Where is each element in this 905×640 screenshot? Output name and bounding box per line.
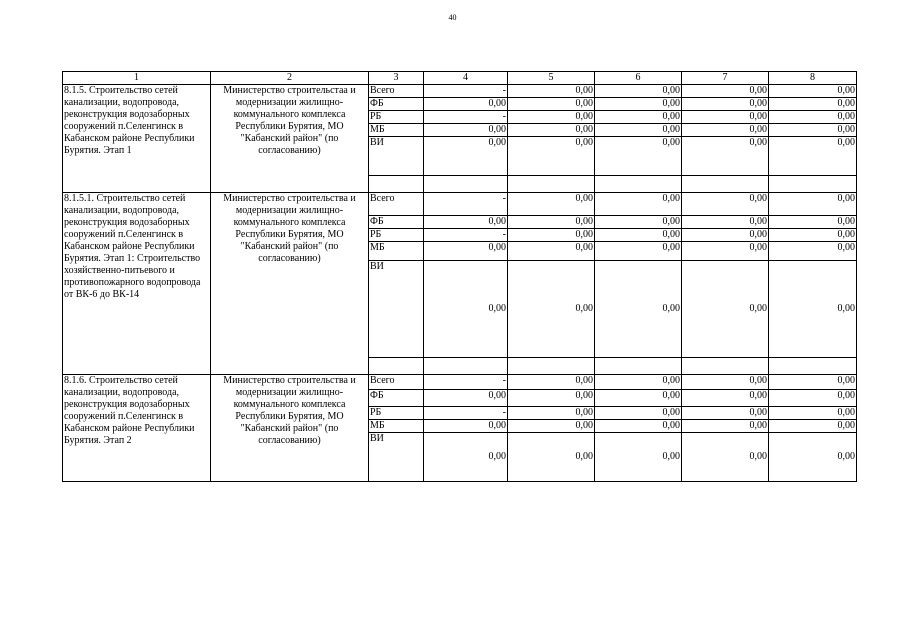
value-cell: 0,00 <box>682 137 769 176</box>
header-row <box>63 72 857 85</box>
header-cell: 5 <box>508 72 595 85</box>
value-cell: 0,00 <box>508 375 595 390</box>
value-cell: 0,00 <box>508 98 595 111</box>
value-cell: 0,00 <box>508 111 595 124</box>
funding-source: РБ <box>369 407 424 420</box>
measure-name: 8.1.6. Строительство сетей канализации, водопровода, реконструкция водозаборных сооружений п.Селенгинск в Кабанском районе Республики Бурятия. Этап 2 <box>63 375 211 482</box>
funding-source: ВИ <box>369 261 424 358</box>
executor-name: Министерство строительстаа и модернизации жилищно-коммунального комплекса Республики Бурятия, МО "Кабанский район" (по согласованию) <box>211 85 369 193</box>
value-cell: 0,00 <box>682 229 769 242</box>
value-cell: 0,00 <box>424 261 508 358</box>
value-cell: 0,00 <box>769 407 857 420</box>
funding-source: МБ <box>369 124 424 137</box>
value-cell: 0,00 <box>508 124 595 137</box>
header-cell: 6 <box>595 72 682 85</box>
value-cell: 0,00 <box>508 261 595 358</box>
value-cell: 0,00 <box>595 216 682 229</box>
value-cell: 0,00 <box>682 433 769 482</box>
value-cell: 0,00 <box>508 85 595 98</box>
value-cell: 0,00 <box>682 98 769 111</box>
funding-source: РБ <box>369 229 424 242</box>
value-cell: 0,00 <box>424 124 508 137</box>
value-cell: 0,00 <box>595 193 682 216</box>
value-cell: 0,00 <box>595 242 682 261</box>
funding-source: ВИ <box>369 433 424 482</box>
value-cell: 0,00 <box>769 420 857 433</box>
value-cell: 0,00 <box>682 111 769 124</box>
value-cell: - <box>424 193 508 216</box>
header-cell: 4 <box>424 72 508 85</box>
measure-name: 8.1.5.1. Строительство сетей канализации, водопровода, реконструкция водозаборных сооружений п.Селенгинск в Кабанском районе Республики Бурятия. Этап 1: Строительство хозяйственно-питьевого и противопожарного водопровода от ВК-6 до ВК-14 <box>63 193 211 375</box>
value-cell: 0,00 <box>769 111 857 124</box>
value-cell: 0,00 <box>682 375 769 390</box>
value-cell: - <box>424 85 508 98</box>
table-row <box>63 375 857 390</box>
funding-source: Всего <box>369 193 424 216</box>
value-cell: 0,00 <box>595 98 682 111</box>
value-cell: 0,00 <box>595 137 682 176</box>
value-cell: 0,00 <box>682 124 769 137</box>
value-cell: 0,00 <box>595 433 682 482</box>
value-cell: 0,00 <box>508 193 595 216</box>
value-cell: 0,00 <box>424 216 508 229</box>
value-cell: 0,00 <box>508 216 595 229</box>
value-cell: 0,00 <box>769 137 857 176</box>
value-cell: 0,00 <box>682 407 769 420</box>
value-cell: 0,00 <box>769 193 857 216</box>
value-cell: 0,00 <box>769 375 857 390</box>
header-cell: 3 <box>369 72 424 85</box>
value-cell: 0,00 <box>682 420 769 433</box>
value-cell: 0,00 <box>595 261 682 358</box>
value-cell: 0,00 <box>682 261 769 358</box>
value-cell: 0,00 <box>682 85 769 98</box>
value-cell: - <box>424 111 508 124</box>
table-row <box>63 85 857 98</box>
funding-source: РБ <box>369 111 424 124</box>
value-cell: 0,00 <box>682 390 769 407</box>
value-cell: 0,00 <box>682 216 769 229</box>
value-cell: 0,00 <box>595 124 682 137</box>
value-cell: 0,00 <box>508 242 595 261</box>
value-cell: 0,00 <box>508 407 595 420</box>
value-cell: 0,00 <box>508 137 595 176</box>
measure-name: 8.1.5. Строительство сетей канализации, водопровода, реконструкция водозаборных сооружений п.Селенгинск в Кабанском районе Республики Бурятия. Этап 1 <box>63 85 211 193</box>
funding-source: МБ <box>369 242 424 261</box>
value-cell: 0,00 <box>595 229 682 242</box>
funding-source: Всего <box>369 85 424 98</box>
value-cell: 0,00 <box>769 433 857 482</box>
value-cell: 0,00 <box>595 420 682 433</box>
funding-source: ВИ <box>369 137 424 176</box>
executor-name: Министерство строительства и модернизации жилищно-коммунального комплекса Республики Бурятия, МО "Кабанский район" (по согласованию) <box>211 375 369 482</box>
value-cell: 0,00 <box>595 375 682 390</box>
value-cell: 0,00 <box>595 407 682 420</box>
value-cell: 0,00 <box>424 137 508 176</box>
funding-source: МБ <box>369 420 424 433</box>
table-row <box>63 193 857 216</box>
value-cell: 0,00 <box>595 111 682 124</box>
header-cell: 7 <box>682 72 769 85</box>
value-cell: - <box>424 407 508 420</box>
header-cell: 1 <box>63 72 211 85</box>
value-cell: 0,00 <box>769 261 857 358</box>
value-cell: 0,00 <box>424 390 508 407</box>
header-cell: 8 <box>769 72 857 85</box>
value-cell: 0,00 <box>682 242 769 261</box>
value-cell: 0,00 <box>508 229 595 242</box>
funding-source: ФБ <box>369 390 424 407</box>
header-cell: 2 <box>211 72 369 85</box>
value-cell: - <box>424 375 508 390</box>
value-cell: 0,00 <box>424 420 508 433</box>
value-cell: 0,00 <box>595 390 682 407</box>
value-cell: 0,00 <box>508 390 595 407</box>
value-cell: 0,00 <box>769 229 857 242</box>
value-cell: 0,00 <box>769 98 857 111</box>
value-cell: 0,00 <box>508 433 595 482</box>
value-cell: 0,00 <box>424 433 508 482</box>
funding-source: ФБ <box>369 98 424 111</box>
funding-source: ФБ <box>369 216 424 229</box>
value-cell: 0,00 <box>424 98 508 111</box>
executor-name: Министерство строительства и модернизации жилищно-коммунального комплекса Республики Бурятия, МО "Кабанский район" (по согласованию) <box>211 193 369 375</box>
value-cell: 0,00 <box>769 124 857 137</box>
value-cell: 0,00 <box>424 242 508 261</box>
value-cell: 0,00 <box>769 242 857 261</box>
value-cell: - <box>424 229 508 242</box>
value-cell: 0,00 <box>769 216 857 229</box>
budget-table <box>62 71 857 482</box>
value-cell: 0,00 <box>769 85 857 98</box>
value-cell: 0,00 <box>682 193 769 216</box>
page-number: 40 <box>448 13 457 22</box>
value-cell: 0,00 <box>595 85 682 98</box>
funding-source: Всего <box>369 375 424 390</box>
value-cell: 0,00 <box>508 420 595 433</box>
value-cell: 0,00 <box>769 390 857 407</box>
